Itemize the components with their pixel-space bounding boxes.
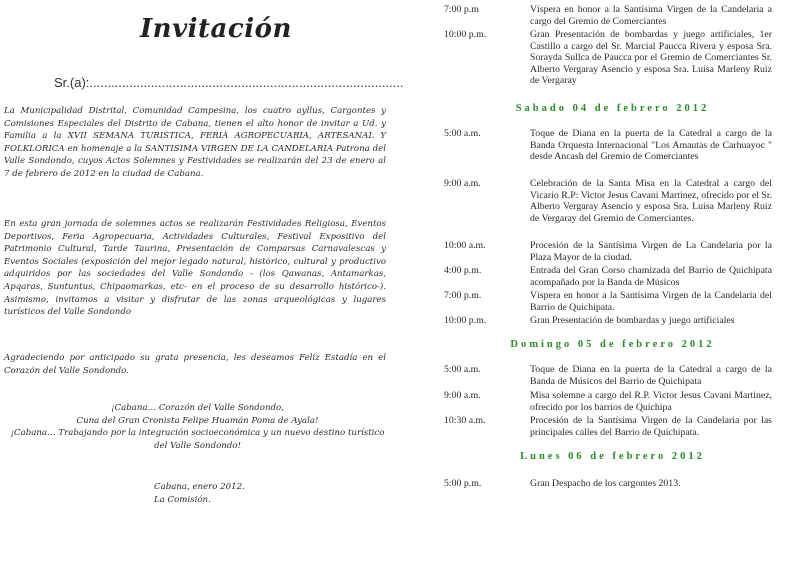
program-page	[440, 0, 785, 573]
event-time: 7:00 p.m	[444, 4, 479, 15]
slogan-line: ¡Cabana… Trabajando por la integración socioeconómica y un nuevo destino turístico del Valle Sondondo!	[10, 428, 385, 451]
event-time: 5:00 p.m.	[444, 478, 482, 489]
event-description: Gran Presentación de bombardas y juego artificiales, 1er Castillo a cargo del Sr. Marcial Paucca Rivera y esposa Sra. Sorayda Sullca de Paucca por el Gremio de Comerciantes Sr. Alberto Vergaray Asencio y esposa Sra. Luisa Marleny Ruiz de Vergaray	[530, 29, 772, 87]
signature-block	[0, 481, 395, 506]
signature-place-date: Cabana, enero 2012.	[154, 482, 245, 492]
event-time: 10:00 p.m.	[444, 315, 487, 326]
event-description: Víspera en honor a la Santísima Virgen de la Candelaria a cargo del Gremio de Comerciantes	[530, 4, 772, 27]
event-description: Toque de Diana en la puerta de la Catedral a cargo de la Banda Orquesta Internacional "Los Amautas de Carhuayoc " desde Ancash del Gremio de Comerciantes	[530, 128, 772, 163]
thanks-paragraph	[4, 352, 386, 377]
event-description: Gran Despacho de los cargontes 2013.	[530, 478, 681, 489]
slogans	[0, 402, 395, 452]
event-description: Procesión de la Santísima Virgen de La Candelaria por la Plaza Mayor de la ciudad.	[530, 240, 772, 263]
event-time: 5:00 a.m.	[444, 128, 481, 139]
event-description: Gran Presentación de bombardas y juego artificiales	[530, 315, 735, 326]
signature-signer: La Comisión.	[154, 494, 211, 505]
event-description: Misa solemne a cargo del R.P. Victor Jesus Cavani Martinez, ofrecido por los barrios de Quichipa	[530, 390, 772, 413]
day-heading-sunday: Domingo 05 de febrero 2012	[510, 339, 715, 350]
event-time: 5:00 a.m.	[444, 364, 481, 375]
paragraph-text: La Municipalidad Distrital, Comunidad Campesina, los cuatro ayllus, Cargontes y Comisiones Especiales del Distrito de Cabana, tienen el alto honor de invitar a Ud. y Familia a la XVII SEMANA TURISTICA, FERIA AGROPECUARIA, ARTESANAL Y FOLKLORICA en homenaje a la SANTISIMA VIRGEN DE LA CANDELARIA Patrona del Valle Sondondo, cuyos Actos Solemnes y Festividades se realizarán del 23 de enero al 7 de febrero de 2012 en la ciudad de Cabana.	[4, 106, 386, 179]
invitation-title: Invitación	[140, 14, 292, 44]
event-time: 4:00 p.m.	[444, 265, 482, 276]
event-time: 7:00 p.m.	[444, 290, 482, 301]
event-description: Celebración de la Santa Misa en la Catedral a cargo del Vicario R.P: Victor Jesus Cavani Martinez, ofrecido por el Sr. Alberto Vergaray Asencio y esposa Sra. Luisa Marleny Ruiz de Vergaray del Gremio de Comerciantes.	[530, 178, 772, 224]
event-description: Procesión de la Santísima Virgen de la Candelaria por las principales calles del Barrio de Quichipata.	[530, 415, 772, 438]
event-description: Toque de Diana en la puerta de la Catedral a cargo de la Banda de Músicos del Barrio de Quichipata	[530, 364, 772, 387]
paragraph-text: Agradeciendo por anticipado su grata presencia, les deseamos Feliz Estadía en el Corazón del Valle Sondondo.	[4, 353, 386, 376]
slogan-line: Cuna del Gran Cronista Felipe Huamán Poma de Ayala!	[76, 415, 319, 426]
event-time: 10:00 a.m.	[444, 240, 486, 251]
day-heading-monday: Lunes 06 de febrero 2012	[520, 451, 705, 462]
activities-paragraph	[4, 218, 386, 319]
event-description: Víspera en honor a la Santísima Virgen de la Candelaria del Barrio de Quichipata.	[530, 290, 772, 313]
day-heading-saturday: Sabado 04 de febrero 2012	[515, 103, 710, 114]
paragraph-text: En esta gran jornada de solemnes actos se realizarán Festividades Religiosa, Eventos Deportivos, Feria Agropecuaria, Actividades Culturales, Festival Expositivo del Patrimonio Cultural, Tarde Taurina, Presentación de Comparsas Carnavalescas y Eventos Sociales (exposición del mejor legado natural, histórico, cultural y productivo adquiridos por las sociedades del Valle Sondondo - (los Qawanas, Antamarkas, Apqaras, Suntuntus, Chipaomarkas, etc- en el proceso de su desarrollo histórico-). Asimismo, invitamos a visitar y disfrutar de las zonas arqueológicas y lugares turísticos del Valle Sondondo	[4, 219, 386, 318]
event-description: Entrada del Gran Corso chamizada del Barrio de Quichipata acompañado por la Banda de Músicos	[530, 265, 772, 288]
intro-paragraph	[4, 105, 386, 181]
event-time: 9:00 a.m.	[444, 390, 481, 401]
event-time: 9:00 a.m.	[444, 178, 481, 189]
slogan-line: ¡Cabana… Corazón del Valle Sondondo,	[111, 403, 284, 413]
greeting-line: Sr.(a):.......................................................................................	[54, 75, 404, 90]
event-time: 10:30 a.m.	[444, 415, 486, 426]
event-time: 10:00 p.m.	[444, 29, 487, 40]
